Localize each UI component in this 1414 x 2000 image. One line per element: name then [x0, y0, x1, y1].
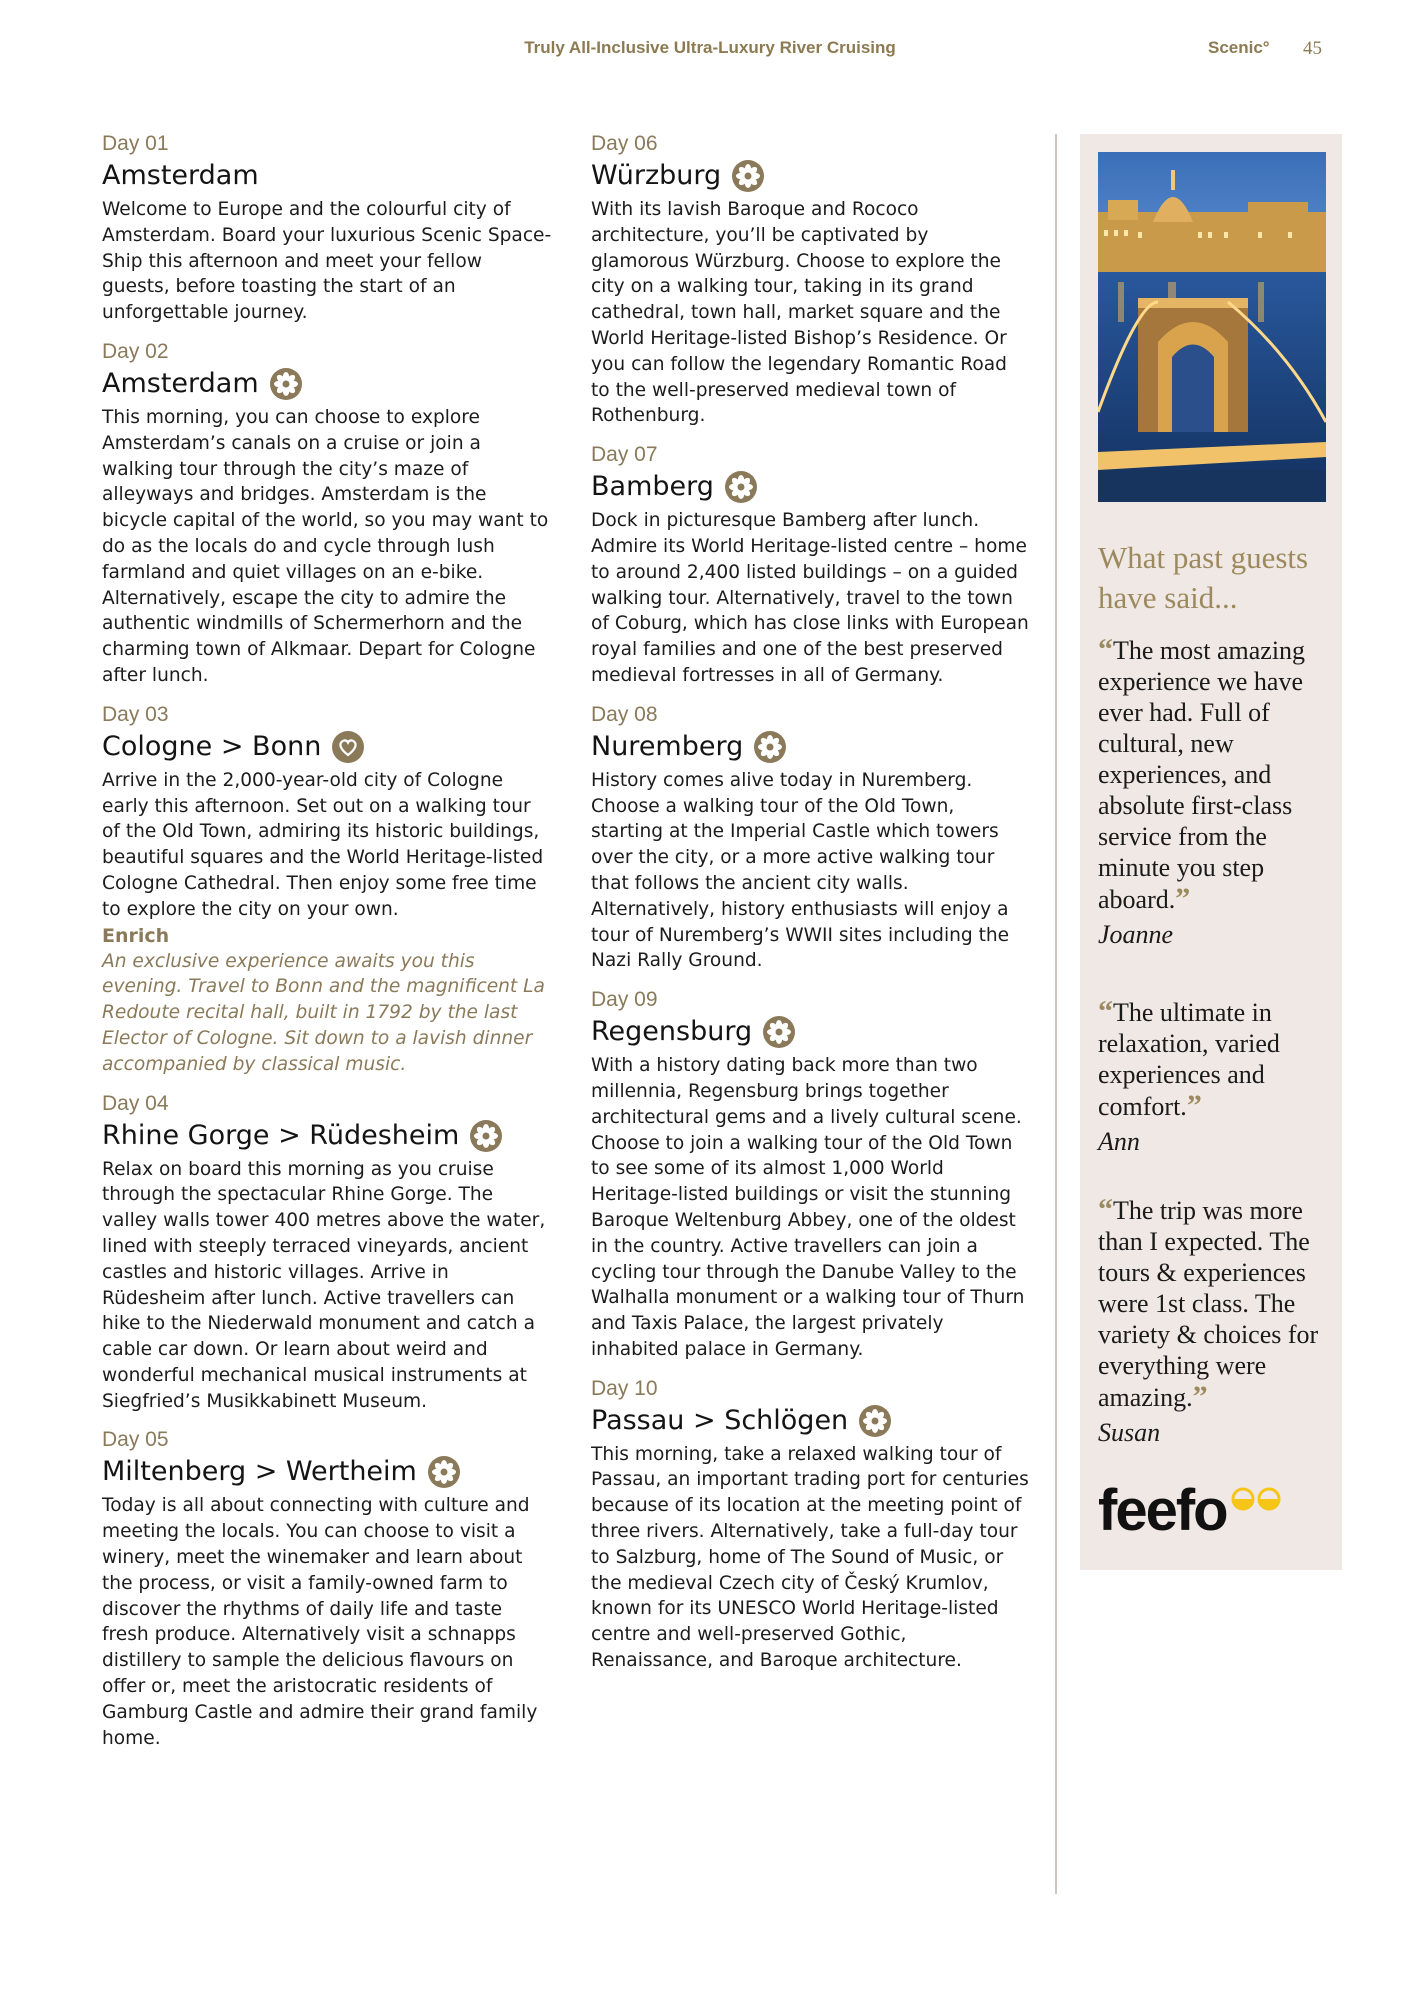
day-label: Day 02 — [102, 339, 169, 363]
day-label: Day 09 — [591, 988, 658, 1012]
day-title — [591, 1404, 1031, 1438]
flower-icon — [269, 367, 303, 401]
itinerary-day — [102, 1090, 554, 1415]
day-label: Day 03 — [102, 702, 169, 726]
day-title-text: Amsterdam — [102, 367, 259, 399]
open-quote-icon: “ — [1098, 633, 1113, 666]
itinerary-day — [102, 1426, 554, 1751]
close-quote-icon: ” — [1186, 1089, 1202, 1122]
day-title-text: Amsterdam — [102, 160, 259, 191]
day-title — [102, 1119, 554, 1153]
feefo-eyes-icon — [1229, 1486, 1285, 1512]
enrich-label: Enrich — [102, 924, 170, 947]
open-quote-icon: “ — [1098, 1193, 1113, 1226]
flower-icon — [427, 1455, 461, 1489]
quote-author: Ann — [1098, 1127, 1140, 1156]
day-description: This morning, take a relaxed walking tour of Passau, an important trading port for centuries because of its location at the meeting point of three rivers. Alternatively, take a full-day tour to Salzburg, home of The Sound of Music, or the medieval Czech city of Český Krumlov, known for its UNESCO World Heritage-listed centre and well-preserved Gothic, Renaissance, and Baroque architecture. — [591, 1443, 1029, 1672]
flower-icon — [469, 1119, 503, 1153]
running-header-brand: Scenic° — [1208, 38, 1270, 57]
itinerary-day — [591, 441, 1031, 689]
flower-icon — [753, 730, 787, 764]
itinerary-day — [591, 130, 1031, 429]
day-label: Day 07 — [591, 443, 658, 467]
day-title-text: Bamberg — [591, 471, 714, 503]
flower-icon — [858, 1404, 892, 1438]
enrich-description: An exclusive experience awaits you this evening. Travel to Bonn and the magnificent La Redoute recital hall, built in 1792 by the last Elector of Cologne. Sit down to a lavish dinner accompanied by classical music. — [102, 950, 545, 1075]
itinerary-day — [102, 338, 554, 689]
itinerary-column-right — [591, 130, 1031, 1686]
flower-icon — [731, 159, 765, 193]
close-quote-icon: ” — [1175, 882, 1191, 915]
day-title-text: Nuremberg — [591, 730, 744, 762]
day-title-text: Regensburg — [591, 1016, 753, 1048]
open-quote-icon: “ — [1098, 995, 1113, 1028]
day-title — [102, 367, 554, 401]
day-description: Dock in picturesque Bamberg after lunch. Admire its World Heritage-listed centre – home to around 2,400 listed buildings – on a guided walking tour. Alternatively, travel to the town of Coburg, which has close links with European royal families and one of the best preserved medieval fortresses in all of Germany. — [591, 510, 1029, 686]
day-title — [102, 159, 554, 193]
itinerary-day — [591, 1375, 1031, 1674]
day-label: Day 06 — [591, 132, 658, 155]
day-title — [102, 1455, 554, 1489]
day-description: This morning, you can choose to explore Amsterdam’s canals on a cruise or join a walking tour through the city’s maze of alleyways and bridges. Amsterdam is the bicycle capital of the world, so you may want to do as the locals do and cycle through lush farmland and quiet villages on an e-bike. Alternatively, escape the city to admire the authentic windmills of Schermerhorn and the charming town of Alkmaar. Depart for Cologne after lunch. — [102, 406, 549, 686]
day-label: Day 04 — [102, 1091, 169, 1115]
day-label: Day 05 — [102, 1428, 169, 1452]
itinerary-day — [591, 701, 1031, 974]
testimonials-sidebar — [1080, 134, 1342, 1570]
day-description: Welcome to Europe and the colourful city of Amsterdam. Board your luxurious Scenic Space-Ship this afternoon and meet your fellow guests, before toasting the start of an unforgettable journey. — [102, 199, 552, 324]
day-title-text: Würzburg — [591, 160, 722, 191]
quote-text: The most amazing experience we have ever had. Full of cultural, new experiences, and absolute first-class service from the minute you step aboard. — [1098, 636, 1306, 914]
budapest-chain-bridge-photo — [1098, 152, 1326, 502]
day-description: Today is all about connecting with culture and meeting the locals. You can choose to visit a winery, meet the winemaker and learn about the process, or visit a family-owned farm to discover the rhythms of daily life and taste fresh produce. Alternatively visit a schnapps distillery to sample the delicious flavours on offer or, meet the aristocratic residents of Gamburg Castle and admire their grand family home. — [102, 1495, 538, 1749]
day-label: Day 01 — [102, 132, 169, 155]
day-title-text: Rhine Gorge > Rüdesheim — [102, 1119, 460, 1151]
page-number: 45 — [1303, 38, 1322, 59]
day-label: Day 10 — [591, 1376, 658, 1400]
quote-text: The trip was more than I expected. The tours & experiences were 1st class. The variety & choices for everything were amazing. — [1098, 1196, 1319, 1412]
running-header-title: Truly All-Inclusive Ultra-Luxury River Cruising — [524, 38, 896, 57]
day-description: History comes alive today in Nuremberg. Choose a walking tour of the Old Town, starting at the Imperial Castle which towers over the city, or a more active walking tour that follows the ancient city walls. Alternatively, history enthusiasts will enjoy a tour of Nuremberg’s WWII sites including the Nazi Rally Ground. — [591, 769, 1010, 972]
quote-author: Joanne — [1098, 920, 1174, 949]
day-title-text: Cologne > Bonn — [102, 730, 322, 762]
heart-icon — [331, 730, 365, 764]
day-title — [591, 1015, 1031, 1049]
day-description: With a history dating back more than two millennia, Regensburg brings together architectural gems and a lively cultural scene. Choose to join a walking tour of the Old Town to see some of its almost 1,000 World Heritage-listed buildings or visit the stunning Baroque Weltenburg Abbey, one of the oldest in the country. Active travellers can join a cycling tour through the Danube Valley to the Walhalla monument or a walking tour of Thurn and Taxis Palace, the largest privately inhabited palace in Germany. — [591, 1055, 1025, 1360]
quote-author: Susan — [1098, 1418, 1161, 1447]
itinerary-day — [591, 986, 1031, 1363]
day-description: With its lavish Baroque and Rococo architecture, you’ll be captivated by glamorous Würzburg. Choose to explore the city on a walking tour, taking in its grand cathedral, town hall, market square and the World Heritage-listed Bishop’s Residence. Or you can follow the legendary Romantic Road to the well-preserved medieval town of Rothenburg. — [591, 199, 1007, 427]
testimonial-quote — [1098, 996, 1338, 1158]
day-title-text: Passau > Schlögen — [591, 1404, 849, 1436]
testimonial-quote — [1098, 1194, 1338, 1449]
itinerary-column-left — [102, 130, 554, 1763]
quote-text: The ultimate in relaxation, varied experiences and comfort. — [1098, 998, 1280, 1121]
day-title — [591, 730, 1031, 764]
itinerary-day — [102, 701, 554, 1078]
day-label: Day 08 — [591, 702, 658, 726]
day-description: Arrive in the 2,000-year-old city of Cologne early this afternoon. Set out on a walking tour of the Old Town, admiring its historic buildings, beautiful squares and the World Heritage-listed Cologne Cathedral. Then enjoy some free time to explore the city on your own. — [102, 769, 544, 920]
day-title — [591, 470, 1031, 504]
flower-icon — [724, 470, 758, 504]
testimonials-heading: What past guests have said... — [1098, 540, 1309, 615]
itinerary-day — [102, 130, 554, 326]
flower-icon — [762, 1015, 796, 1049]
feefo-logo — [1098, 1478, 1285, 1543]
feefo-wordmark: feefo — [1098, 1478, 1227, 1543]
column-divider — [1055, 134, 1057, 1894]
day-title — [591, 159, 1031, 193]
day-description: Relax on board this morning as you cruise through the spectacular Rhine Gorge. The valley walls tower 400 metres above the water, lined with steeply terraced vineyards, ancient castles and historic villages. Arrive in Rüdesheim after lunch. Active travellers can hike to the Niederwald monument and catch a cable car down. Or learn about weird and wonderful mechanical musical instruments at Siegfried’s Musikkabinett Museum. — [102, 1158, 546, 1412]
day-title-text: Miltenberg > Wertheim — [102, 1456, 417, 1488]
day-title — [102, 730, 554, 764]
close-quote-icon: ” — [1192, 1380, 1208, 1413]
testimonial-quote — [1098, 634, 1338, 951]
